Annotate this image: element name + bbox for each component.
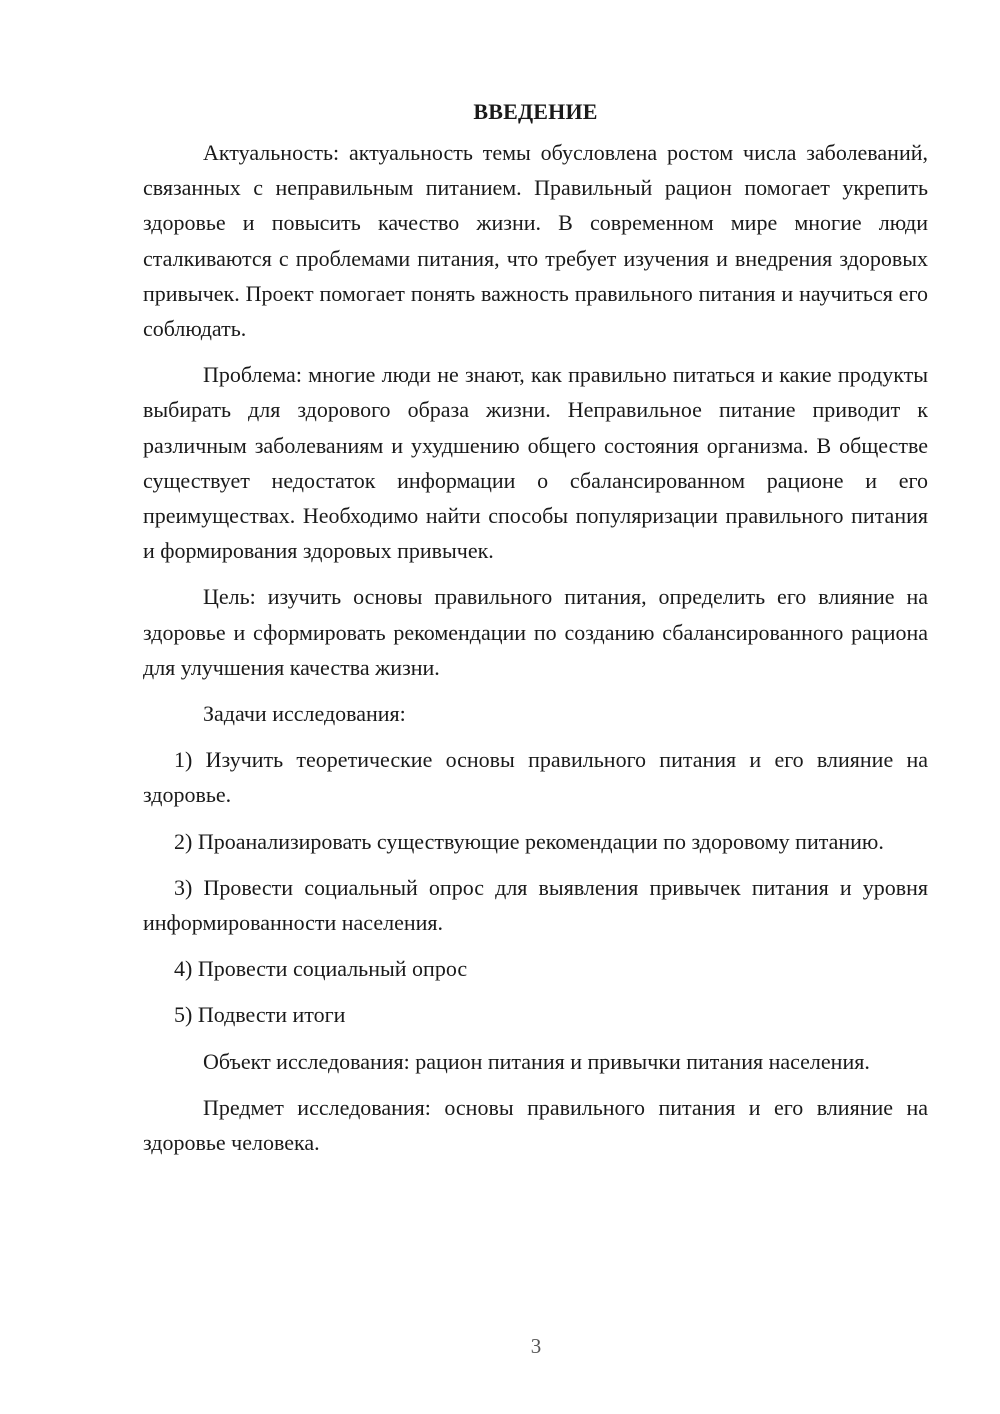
task-item-4: 4) Провести социальный опрос [174,956,468,982]
task-item-3: 3) Провести социальный опрос для выявления привычек питания и уровня информированности населения. [143,874,928,936]
research-object-paragraph: Объект исследования: рацион питания и привычки питания населения. [203,1048,870,1074]
task-item-5: 5) Подвести итоги [174,1002,346,1028]
section-title: ВВЕДЕНИЕ [473,99,598,124]
tasks-heading: Задачи исследования: [203,701,406,727]
relevance-paragraph: Актуальность: актуальность темы обусловлена ростом числа заболеваний, связанных с неправильным питанием. Правильный рацион помогает укрепить здоровье и повысить качество жизни. В современном мире многие люди сталкиваются с проблемами питания, что требует изучения и внедрения здоровых привычек. Проект помогает понять важность правильного питания и научиться его соблюдать. [143,140,928,342]
research-subject-paragraph: Предмет исследования: основы правильного питания и его влияние на здоровье человека. [143,1094,928,1156]
goal-paragraph: Цель: изучить основы правильного питания, определить его влияние на здоровье и сформировать рекомендации по созданию сбалансированного рациона для улучшения качества жизни. [143,584,928,680]
page-content [143,94,928,1171]
task-item-2: 2) Проанализировать существующие рекомендации по здоровому питанию. [174,828,884,854]
page-number: 3 [530,1334,542,1358]
problem-paragraph: Проблема: многие люди не знают, как правильно питаться и какие продукты выбирать для здорового образа жизни. Неправильное питание приводит к различным заболеваниям и ухудшению общего состояния организма. В обществе существует недостаток информации о сбалансированном рационе и его преимуществах. Необходимо найти способы популяризации правильного питания и формирования здоровых привычек. [143,362,928,564]
task-item-1: 1) Изучить теоретические основы правильного питания и его влияние на здоровье. [143,747,928,808]
